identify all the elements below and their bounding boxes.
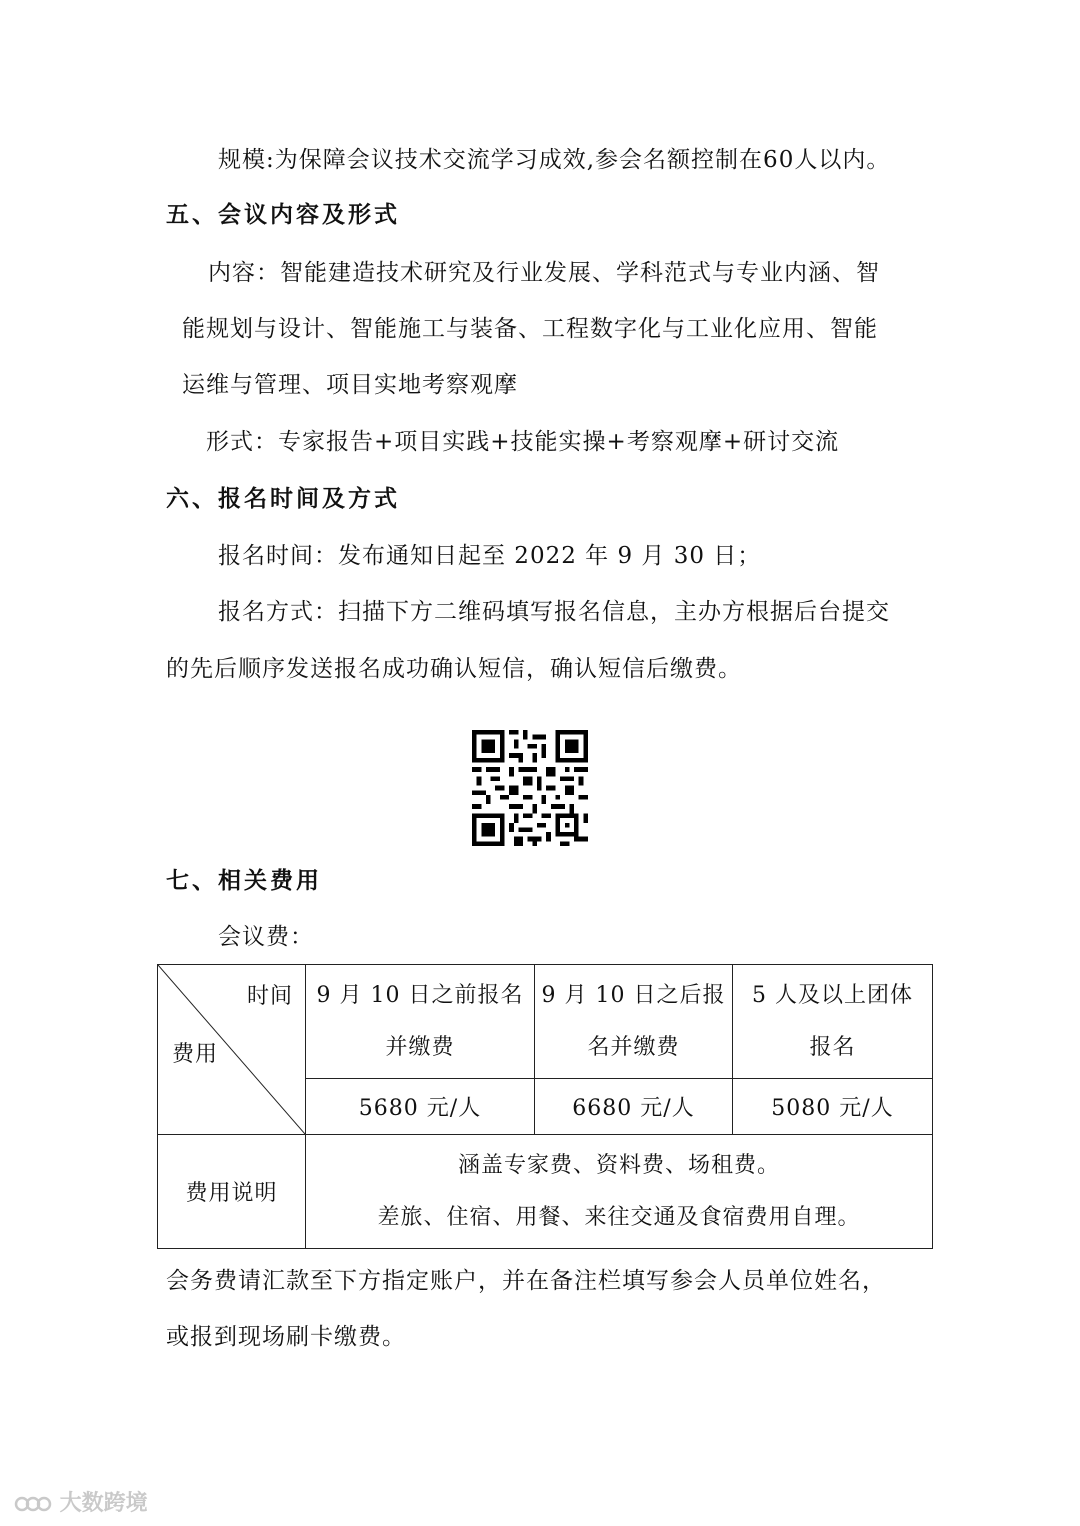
payment-line-2: 或报到现场刷卡缴费。 <box>166 1324 406 1350</box>
form-text: 形式：专家报告+项目实践+技能实操+考察观摩+研讨交流 <box>206 429 840 455</box>
price-after: 6680 元/人 <box>535 1079 733 1135</box>
corner-time-label: 时间 <box>246 984 293 1009</box>
content-line-3: 运维与管理、项目实地考察观摩 <box>182 372 518 398</box>
column-header-group: 5 人及以上团体 报名 <box>733 965 933 1079</box>
scale-text: 规模:为保障会议技术交流学习成效,参会名额控制在60人以内。 <box>218 147 891 173</box>
payment-line-1: 会务费请汇款至下方指定账户，并在备注栏填写参会人员单位姓名， <box>166 1268 886 1294</box>
price-before: 5680 元/人 <box>306 1079 535 1135</box>
registration-method-line-1: 报名方式：扫描下方二维码填写报名信息，主办方根据后台提交 <box>218 599 890 625</box>
corner-fee-label: 费用 <box>172 1042 219 1067</box>
column-header-after: 9 月 10 日之后报 名并缴费 <box>535 965 733 1079</box>
watermark <box>14 1486 148 1517</box>
registration-time: 报名时间：发布通知日起至 2022 年 9 月 30 日； <box>218 543 762 569</box>
content-line-1: 内容：智能建造技术研究及行业发展、学科范式与专业内涵、智 <box>208 260 880 286</box>
section6-heading: 六、报名时间及方式 <box>166 485 400 512</box>
section7-heading: 七、相关费用 <box>166 867 322 894</box>
watermark-logo-icon <box>14 1494 52 1514</box>
fee-table <box>157 964 933 1249</box>
fee-note-line-1: 涵盖专家费、资料费、场租费。 <box>457 1152 780 1178</box>
price-group: 5080 元/人 <box>733 1079 933 1135</box>
registration-method-line-2: 的先后顺序发送报名成功确认短信，确认短信后缴费。 <box>166 656 742 682</box>
qr-code[interactable] <box>472 730 588 846</box>
fee-note-label: 费用说明 <box>158 1135 306 1249</box>
watermark-text: 大数跨境 <box>59 1491 148 1516</box>
section5-heading: 五、会议内容及形式 <box>166 201 400 228</box>
meeting-fee-label: 会议费： <box>218 924 314 950</box>
fee-note <box>306 1135 933 1249</box>
content-line-2: 能规划与设计、智能施工与装备、工程数字化与工业化应用、智能 <box>182 316 878 342</box>
column-header-before: 9 月 10 日之前报名 并缴费 <box>306 965 535 1079</box>
fee-note-line-2: 差旅、住宿、用餐、来往交通及食宿费用自理。 <box>377 1204 861 1230</box>
table-corner-cell <box>158 965 306 1135</box>
